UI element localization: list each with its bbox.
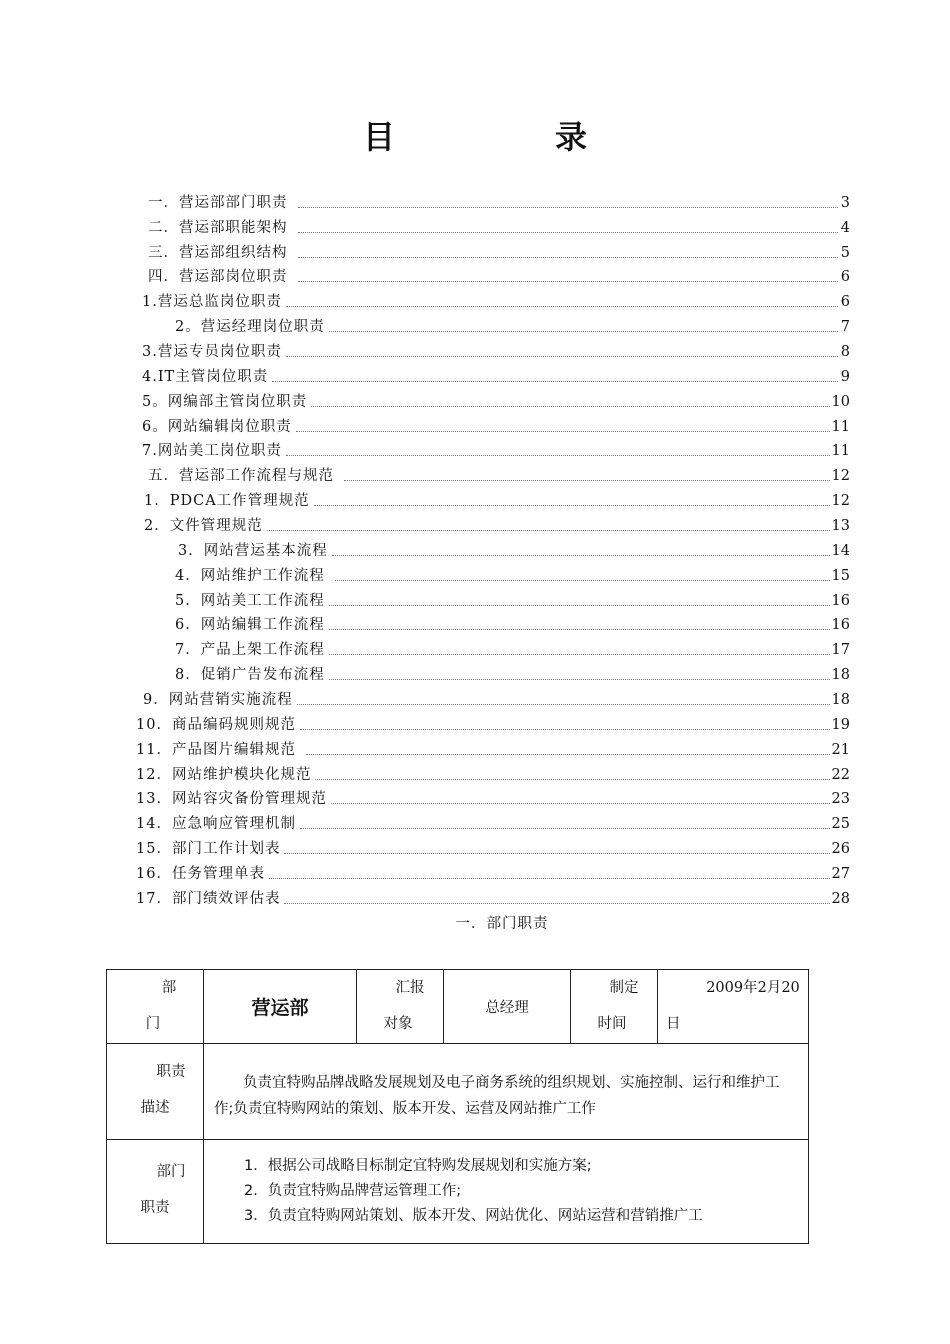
toc-leader-dots (329, 679, 830, 680)
toc-entry-page: 22 (831, 767, 850, 783)
toc-entry[interactable] (142, 337, 850, 361)
toc-entry-page: 28 (831, 891, 850, 907)
toc-leader-dots (286, 306, 838, 307)
report-value: 总经理 (444, 970, 571, 1044)
toc-entry-label: 5．网站美工工作流程 (175, 593, 325, 609)
toc-entry-page: 16 (831, 593, 850, 609)
toc-entry[interactable] (136, 809, 850, 833)
toc-entry-label: 1．PDCA工作管理规范 (144, 493, 310, 509)
report-label-line2: 对象 (383, 1016, 413, 1032)
toc-entry-page: 9 (840, 369, 850, 385)
toc-entry-label: 一．营运部部门职责 (148, 195, 288, 211)
report-label-cell (357, 970, 444, 1044)
toc-entry[interactable] (143, 685, 850, 709)
toc-leader-dots (311, 406, 829, 407)
toc-entry-label: 9．网站营销实施流程 (143, 692, 293, 708)
toc-leader-dots (296, 431, 830, 432)
toc-leader-dots (332, 555, 830, 556)
toc-entry-page: 21 (831, 742, 850, 758)
toc-entry-page: 27 (831, 866, 850, 882)
toc-entry-page: 26 (831, 841, 850, 857)
toc-entry-page: 5 (840, 245, 850, 261)
toc-entry[interactable] (175, 312, 850, 336)
toc-leader-dots (329, 331, 838, 332)
toc-entry-label: 五．营运部工作流程与规范 (148, 468, 334, 484)
date-value-cell (658, 970, 809, 1044)
toc-entry-page: 11 (831, 443, 850, 459)
toc-leader-dots (314, 505, 830, 506)
toc-leader-dots (298, 207, 839, 208)
toc-leader-dots (335, 580, 830, 581)
toc-leader-dots (300, 729, 830, 730)
duty-label-line1: 部门 (156, 1164, 186, 1180)
toc-entry-page: 3 (840, 195, 850, 211)
toc-entry[interactable] (148, 262, 850, 286)
toc-entry-label: 三．营运部组织结构 (148, 245, 288, 261)
toc-entry-label: 8．促销广告发布流程 (175, 667, 325, 683)
toc-leader-dots (284, 903, 829, 904)
toc-entry-page: 14 (831, 543, 850, 559)
toc-entry-page: 11 (831, 419, 850, 435)
toc-leader-dots (272, 381, 838, 382)
toc-entry-label: 5。网编部主管岗位职责 (142, 394, 308, 410)
date-label-cell (571, 970, 658, 1044)
dept-label-line1: 部 (161, 980, 177, 996)
toc-leader-dots (298, 281, 839, 282)
toc-entry[interactable] (144, 511, 850, 535)
toc-entry[interactable] (142, 412, 850, 436)
date-value-line1: 2009年2月20 (706, 980, 800, 996)
toc-entry-page: 12 (831, 493, 850, 509)
toc-entry[interactable] (142, 387, 850, 411)
toc-entry-label: 二．营运部职能架构 (148, 220, 288, 236)
toc-entry[interactable] (136, 784, 850, 808)
toc-entry-label: 6。网站编辑岗位职责 (142, 419, 292, 435)
toc-entry[interactable] (178, 536, 850, 560)
toc-entry-page: 12 (831, 468, 850, 484)
dept-label-cell (107, 970, 204, 1044)
toc-entry-page: 10 (831, 394, 850, 410)
toc-entry-page: 7 (840, 319, 850, 335)
toc-entry-label: 7．产品上架工作流程 (175, 642, 325, 658)
toc-entry[interactable] (142, 287, 850, 311)
toc-entry-label: 2。营运经理岗位职责 (175, 319, 325, 335)
toc-entry[interactable] (142, 436, 850, 460)
department-info-table (106, 969, 809, 1244)
toc-leader-dots (315, 779, 829, 780)
date-value-line2: 日 (666, 1016, 681, 1032)
toc-leader-dots (329, 654, 830, 655)
duty-item: 3．负责宜特购网站策划、版本开发、网站优化、网站运营和营销推广工 (244, 1208, 703, 1224)
toc-entry-label: 17．部门绩效评估表 (136, 891, 281, 907)
desc-label-line1: 职责 (156, 1064, 186, 1080)
toc-entry[interactable] (136, 735, 850, 759)
duty-item: 1．根据公司战略目标制定宜特购发展规划和实施方案; (244, 1158, 592, 1174)
report-label-line1: 汇报 (395, 980, 425, 996)
toc-leader-dots (284, 853, 829, 854)
toc-entry-label: 1.营运总监岗位职责 (142, 294, 282, 310)
toc-entry-page: 4 (840, 220, 850, 236)
toc-entry[interactable] (142, 362, 850, 386)
toc-leader-dots (286, 455, 830, 456)
toc-leader-dots (331, 803, 830, 804)
toc-entry-label: 4．网站维护工作流程 (175, 568, 325, 584)
toc-entry-page: 16 (831, 617, 850, 633)
description-text: 负责宜特购品牌战略发展规划及电子商务系统的组织规划、实施控制、运行和维护工作;负责宜特购网站的策划、版本开发、运营及网站推广工作 (204, 1044, 809, 1140)
dept-label-line2: 门 (145, 1016, 161, 1032)
toc-leader-dots (297, 704, 830, 705)
toc-leader-dots (298, 232, 839, 233)
toc-entry[interactable] (136, 834, 850, 858)
toc-entry[interactable] (136, 760, 850, 784)
toc-entry[interactable] (148, 213, 850, 237)
toc-entry-page: 6 (840, 294, 850, 310)
toc-leader-dots (267, 530, 830, 531)
toc-entry[interactable] (136, 710, 850, 734)
toc-leader-dots (329, 629, 830, 630)
date-label-line1: 制定 (609, 980, 639, 996)
toc-entry[interactable] (148, 461, 850, 485)
toc-entry[interactable] (175, 586, 850, 610)
toc-entry-label: 3.营运专员岗位职责 (142, 344, 282, 360)
toc-entry-label: 13．网站容灾备份管理规范 (136, 791, 327, 807)
toc-leader-dots (300, 828, 830, 829)
toc-entry-label: 14．应急响应管理机制 (136, 816, 296, 832)
toc-entry-label: 10．商品编码规则规范 (136, 717, 296, 733)
toc-entry-label: 6．网站编辑工作流程 (175, 617, 325, 633)
duty-list (204, 1140, 809, 1244)
toc-entry[interactable] (175, 635, 850, 659)
toc-entry[interactable] (136, 884, 850, 908)
toc-leader-dots (306, 754, 830, 755)
toc-entry-page: 18 (831, 667, 850, 683)
table-row (107, 1044, 809, 1140)
toc-entry-page: 18 (831, 692, 850, 708)
toc-entry-page: 15 (831, 568, 850, 584)
toc-leader-dots (286, 356, 838, 357)
toc-leader-dots (298, 257, 839, 258)
toc-entry-page: 25 (831, 816, 850, 832)
toc-entry-label: 15．部门工作计划表 (136, 841, 281, 857)
table-row (107, 970, 809, 1044)
toc-entry-page: 8 (840, 344, 850, 360)
toc-entry-label: 四．营运部岗位职责 (148, 269, 288, 285)
duty-item: 2．负责宜特购品牌营运管理工作; (244, 1183, 462, 1199)
toc-entry[interactable] (175, 610, 850, 634)
toc-entry-label: 16．任务管理单表 (136, 866, 265, 882)
toc-entry-label: 3．网站营运基本流程 (178, 543, 328, 559)
section-heading: 一．部门职责 (455, 916, 549, 932)
toc-entry-label: 2．文件管理规范 (144, 518, 263, 534)
page-title: 目 录 (362, 118, 651, 156)
toc-entry-label: 7.网站美工岗位职责 (142, 443, 282, 459)
toc-entry-page: 19 (831, 717, 850, 733)
toc-entry-page: 17 (831, 642, 850, 658)
toc-entry-page: 6 (840, 269, 850, 285)
toc-entry[interactable] (148, 188, 850, 212)
toc-entry-page: 13 (831, 518, 850, 534)
toc-entry[interactable] (148, 238, 850, 262)
date-label-line2: 时间 (597, 1016, 627, 1032)
desc-label-cell (107, 1044, 204, 1140)
toc-leader-dots (269, 878, 830, 879)
duty-label-cell (107, 1140, 204, 1244)
toc-entry[interactable] (136, 859, 850, 883)
toc-entry-label: 12．网站维护模块化规范 (136, 767, 312, 783)
table-row (107, 1140, 809, 1244)
toc-leader-dots (329, 605, 830, 606)
toc-entry-page: 23 (831, 791, 850, 807)
toc-entry[interactable] (144, 486, 850, 510)
toc-entry-label: 11．产品图片编辑规范 (136, 742, 296, 758)
toc-entry-label: 4.IT主管岗位职责 (142, 369, 269, 385)
duty-label-line2: 职责 (140, 1200, 170, 1216)
toc-leader-dots (344, 480, 830, 481)
toc-entry[interactable] (175, 561, 850, 585)
toc-entry[interactable] (175, 660, 850, 684)
dept-name: 营运部 (204, 970, 357, 1044)
desc-label-line2: 描述 (140, 1100, 170, 1116)
